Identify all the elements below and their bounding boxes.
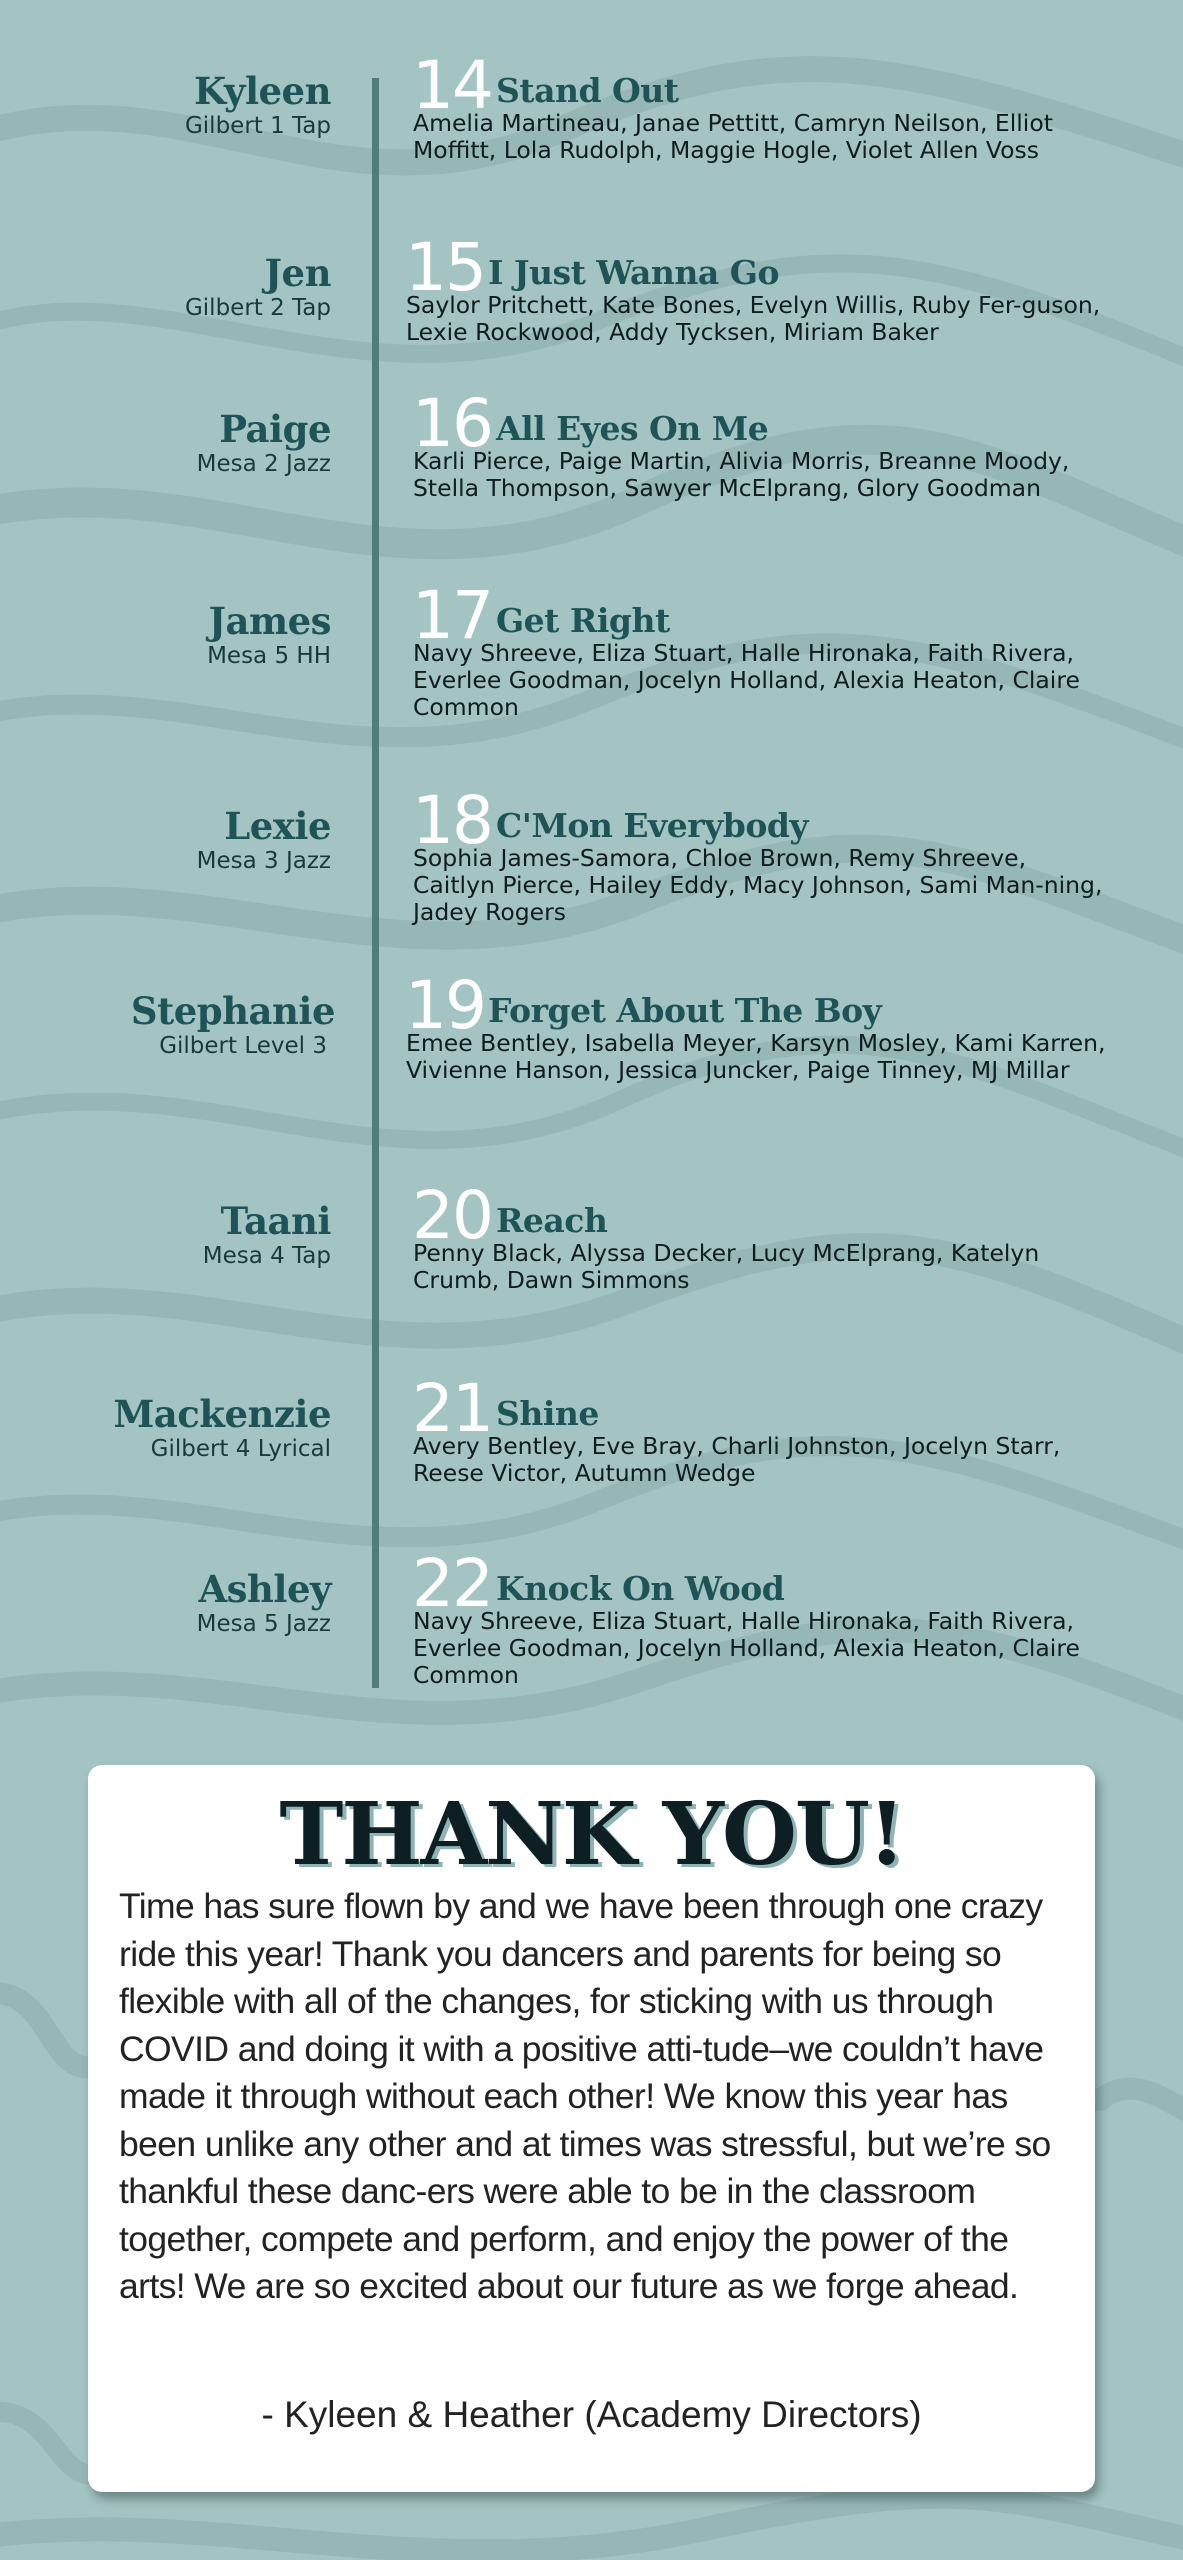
routine-title: Get Right bbox=[496, 601, 670, 640]
routine-entry bbox=[0, 229, 1183, 432]
teacher-block bbox=[197, 408, 331, 478]
class-name: Gilbert Level 3 bbox=[159, 1033, 327, 1059]
teacher-block bbox=[203, 1200, 331, 1270]
teacher-block bbox=[185, 252, 331, 322]
class-name: Mesa 2 Jazz bbox=[196, 451, 331, 477]
dancer-list: Emee Bentley, Isabella Meyer, Karsyn Mosley, Kami Karren, Vivienne Hanson, Jessica Juncker, Paige Tinney, MJ Millar bbox=[406, 1029, 1106, 1084]
teacher-name: Taani bbox=[220, 1199, 331, 1243]
dancer-list: Avery Bentley, Eve Bray, Charli Johnston, Jocelyn Starr, Reese Victor, Autumn Wedge bbox=[413, 1432, 1061, 1487]
routine-title: I Just Wanna Go bbox=[488, 253, 779, 292]
class-name: Gilbert 1 Tap bbox=[184, 113, 331, 139]
teacher-name: Kyleen bbox=[193, 69, 331, 113]
dancer-list: Penny Black, Alyssa Decker, Lucy McElprang, Katelyn Crumb, Dawn Simmons bbox=[413, 1239, 1040, 1294]
dancer-list: Navy Shreeve, Eliza Stuart, Halle Hironaka, Faith Rivera, Everlee Goodman, Jocelyn Holland, Alexia Heaton, Claire Common bbox=[413, 639, 1080, 721]
routine-entry bbox=[0, 47, 1183, 250]
teacher-name: Lexie bbox=[224, 804, 331, 848]
routine-number: 22 bbox=[412, 1545, 492, 1622]
teacher-block bbox=[185, 70, 331, 140]
routine-number: 18 bbox=[412, 782, 492, 859]
thank-you-card bbox=[88, 1765, 1095, 2492]
dancer-list: Sophia James-Samora, Chloe Brown, Remy Shreeve, Caitlyn Pierce, Hailey Eddy, Macy Johnson, Sami Man-ning, Jadey Rogers bbox=[413, 844, 1103, 926]
routine-entry bbox=[0, 577, 1183, 780]
teacher-name: Paige bbox=[219, 407, 331, 451]
routine-entry bbox=[0, 967, 1183, 1170]
teacher-block bbox=[130, 989, 335, 1060]
teacher-name: Jen bbox=[264, 251, 331, 295]
class-name: Mesa 3 Jazz bbox=[196, 848, 331, 874]
routine-title: Forget About The Boy bbox=[488, 991, 882, 1030]
routine-number: 17 bbox=[412, 577, 492, 654]
routine-entry bbox=[0, 1177, 1183, 1380]
routine-title: Shine bbox=[496, 1394, 599, 1433]
routine-entry bbox=[0, 1545, 1183, 1748]
thank-you-heading: THANK YOU! bbox=[279, 1784, 904, 1885]
routine-number: 20 bbox=[412, 1177, 492, 1254]
routine-title: Knock On Wood bbox=[496, 1569, 785, 1608]
routine-number: 15 bbox=[405, 229, 485, 306]
routine-number: 16 bbox=[412, 385, 492, 462]
teacher-block bbox=[207, 600, 331, 670]
class-name: Mesa 5 HH bbox=[207, 643, 331, 669]
class-name: Mesa 4 Tap bbox=[202, 1243, 331, 1269]
teacher-block bbox=[197, 1568, 331, 1638]
teacher-block bbox=[197, 805, 331, 875]
routine-title: All Eyes On Me bbox=[496, 409, 769, 448]
dancer-list: Saylor Pritchett, Kate Bones, Evelyn Willis, Ruby Fer-guson, Lexie Rockwood, Addy Tycksen, Miriam Baker bbox=[406, 291, 1101, 346]
routine-entry bbox=[0, 782, 1183, 985]
class-name: Mesa 5 Jazz bbox=[196, 1611, 331, 1637]
class-name: Gilbert 2 Tap bbox=[184, 295, 331, 321]
class-name: Gilbert 4 Lyrical bbox=[150, 1436, 331, 1462]
routine-title: C'Mon Everybody bbox=[496, 806, 809, 845]
teacher-name: Ashley bbox=[198, 1567, 331, 1611]
routine-number: 14 bbox=[412, 47, 492, 124]
thank-you-message: Time has sure flown by and we have been through one crazy ride this year! Thank you dancers and parents for being so flexible with all of the changes, for sticking with us through COVID and doing it with a positive atti-tude–we couldn’t have made it through without each other! We know this year has been unlike any other and at times was stressful, but we’re so thankful these danc-ers were able to be in the classroom together, compete and perform, and enjoy the power of the arts! We are so excited about our future as we forge ahead. bbox=[119, 1886, 1051, 2306]
dancer-list: Navy Shreeve, Eliza Stuart, Halle Hironaka, Faith Rivera, Everlee Goodman, Jocelyn Holland, Alexia Heaton, Claire Common bbox=[413, 1607, 1080, 1689]
routine-title: Reach bbox=[496, 1201, 608, 1240]
teacher-name: Mackenzie bbox=[113, 1392, 331, 1436]
teacher-name: Stephanie bbox=[130, 989, 335, 1033]
dancer-list: Karli Pierce, Paige Martin, Alivia Morris, Breanne Moody, Stella Thompson, Sawyer McElprang, Glory Goodman bbox=[413, 447, 1070, 502]
routine-number: 19 bbox=[405, 967, 485, 1044]
teacher-name: James bbox=[208, 599, 331, 643]
dancer-list: Amelia Martineau, Janae Pettitt, Camryn Neilson, Elliot Moffitt, Lola Rudolph, Maggie Hogle, Violet Allen Voss bbox=[413, 109, 1053, 164]
teacher-block bbox=[113, 1393, 331, 1463]
thank-you-signature: - Kyleen & Heather (Academy Directors) bbox=[261, 2394, 922, 2435]
routine-entry bbox=[0, 1370, 1183, 1573]
routine-entry bbox=[0, 385, 1183, 588]
routine-title: Stand Out bbox=[496, 71, 679, 110]
routine-number: 21 bbox=[412, 1370, 492, 1447]
